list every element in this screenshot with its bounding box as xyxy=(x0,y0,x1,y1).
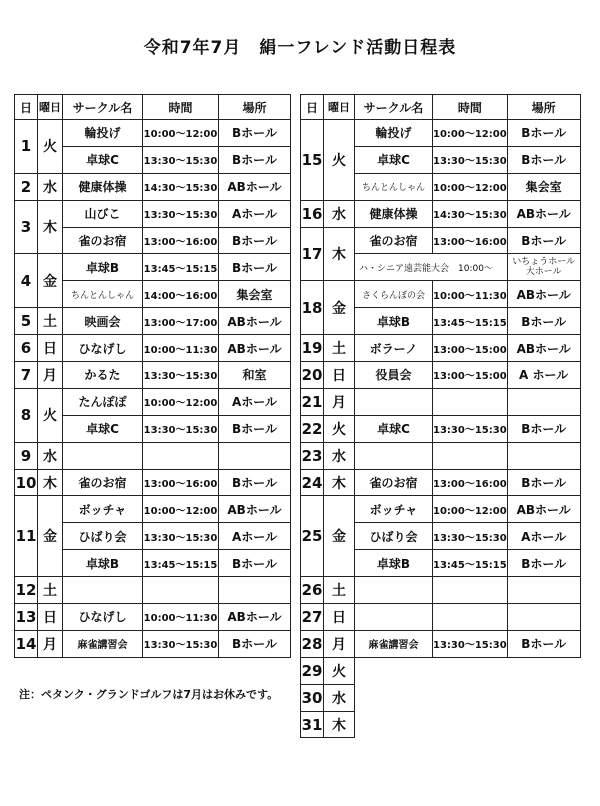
place-cell: 和室 xyxy=(219,362,291,389)
time-cell xyxy=(433,388,508,415)
day-cell: 3 xyxy=(15,200,38,254)
time-cell: 13:00～15:00 xyxy=(433,335,508,362)
weekday-cell: 日 xyxy=(38,604,63,631)
table-row xyxy=(301,496,581,523)
weekday-cell: 水 xyxy=(324,200,355,227)
header-circle: サークル名 xyxy=(355,95,433,120)
table-row xyxy=(301,200,581,227)
time-cell: 10:00～12:00 xyxy=(433,496,508,523)
circle-cell: 雀のお宿 xyxy=(63,227,143,254)
header-weekday: 曜日 xyxy=(38,95,63,120)
place-cell: Bホール xyxy=(507,227,580,254)
time-cell: 13:45～15:15 xyxy=(143,550,219,577)
time-cell xyxy=(433,577,508,604)
place-cell xyxy=(219,442,291,469)
place-cell: Bホール xyxy=(507,550,580,577)
day-cell: 28 xyxy=(301,630,324,657)
circle-cell: さくらんぼの会 xyxy=(355,281,433,308)
time-cell: 13:00～16:00 xyxy=(143,227,219,254)
weekday-cell: 金 xyxy=(38,254,63,308)
circle-cell: 雀のお宿 xyxy=(355,227,433,254)
day-cell: 23 xyxy=(301,442,324,469)
time-cell: 10:00～11:30 xyxy=(143,335,219,362)
time-cell: 13:00～16:00 xyxy=(433,469,508,496)
weekday-cell: 月 xyxy=(324,630,355,657)
circle-cell: ひなげし xyxy=(63,604,143,631)
time-cell: 13:30～15:30 xyxy=(433,523,508,550)
place-cell: Bホール xyxy=(219,227,291,254)
header-time: 時間 xyxy=(433,95,508,120)
place-cell: ABホール xyxy=(219,496,291,523)
circle-cell: 山びこ xyxy=(63,200,143,227)
table-row xyxy=(15,577,291,604)
header-time: 時間 xyxy=(143,95,219,120)
table-row xyxy=(301,362,581,389)
table-row xyxy=(301,442,581,469)
circle-cell xyxy=(63,577,143,604)
place-cell: ABホール xyxy=(507,335,580,362)
place-cell: Bホール xyxy=(507,415,580,442)
weekday-cell: 火 xyxy=(38,120,63,174)
weekday-cell: 日 xyxy=(324,362,355,389)
place-cell: Bホール xyxy=(507,469,580,496)
weekday-cell: 火 xyxy=(324,415,355,442)
time-cell: 13:00～16:00 xyxy=(433,227,508,254)
schedule-table-right xyxy=(300,94,581,738)
weekday-cell: 月 xyxy=(324,388,355,415)
time-cell: 13:45～15:15 xyxy=(433,550,508,577)
weekday-cell: 土 xyxy=(324,577,355,604)
day-cell: 13 xyxy=(15,604,38,631)
place-cell: Bホール xyxy=(219,550,291,577)
circle-cell: ちんとんしゃん xyxy=(355,173,433,200)
place-cell: Bホール xyxy=(507,120,580,147)
table-row xyxy=(15,120,291,147)
place-cell: Aホール xyxy=(219,523,291,550)
circle-cell xyxy=(355,604,433,631)
place-cell: Bホール xyxy=(219,415,291,442)
day-cell: 6 xyxy=(15,335,38,362)
day-cell: 31 xyxy=(301,711,324,738)
weekday-cell: 土 xyxy=(324,335,355,362)
weekday-cell: 水 xyxy=(324,684,355,711)
circle-cell: ちんとんしゃん xyxy=(63,281,143,308)
place-cell: Aホール xyxy=(219,388,291,415)
table-row xyxy=(15,604,291,631)
day-cell: 24 xyxy=(301,469,324,496)
weekday-cell: 金 xyxy=(38,496,63,577)
place-cell: 集会室 xyxy=(507,173,580,200)
day-cell: 18 xyxy=(301,281,324,335)
time-cell: 13:00～17:00 xyxy=(143,308,219,335)
circle-cell: 卓球C xyxy=(63,415,143,442)
time-cell: 10:00～12:00 xyxy=(143,496,219,523)
time-cell: 13:30～15:30 xyxy=(433,415,508,442)
table-header-row xyxy=(15,95,291,120)
time-cell: 13:00～15:00 xyxy=(433,362,508,389)
header-weekday: 曜日 xyxy=(324,95,355,120)
circle-cell: たんぽぽ xyxy=(63,388,143,415)
circle-cell: ひばり会 xyxy=(355,523,433,550)
circle-cell: 卓球C xyxy=(63,146,143,173)
place-cell xyxy=(507,604,580,631)
table-row xyxy=(15,200,291,227)
circle-cell: 役員会 xyxy=(355,362,433,389)
weekday-cell: 木 xyxy=(38,469,63,496)
table-row xyxy=(301,711,581,738)
place-cell: ABホール xyxy=(507,200,580,227)
place-cell: Bホール xyxy=(507,308,580,335)
place-cell xyxy=(507,442,580,469)
place-cell: Bホール xyxy=(219,630,291,657)
weekday-cell: 月 xyxy=(38,630,63,657)
place-cell: ABホール xyxy=(219,335,291,362)
day-cell: 10 xyxy=(15,469,38,496)
place-cell: Bホール xyxy=(219,120,291,147)
place-cell: Aホール xyxy=(507,523,580,550)
circle-cell: 輪投げ xyxy=(355,120,433,147)
time-cell: 10:00～12:00 xyxy=(143,120,219,147)
place-cell: ABホール xyxy=(219,173,291,200)
weekday-cell: 日 xyxy=(38,335,63,362)
place-cell xyxy=(219,577,291,604)
time-cell xyxy=(143,442,219,469)
place-cell: Bホール xyxy=(219,146,291,173)
table-row xyxy=(301,630,581,657)
time-cell: 13:30～15:30 xyxy=(143,523,219,550)
table-row xyxy=(15,254,291,281)
circle-cell: 健康体操 xyxy=(63,173,143,200)
time-cell: 13:30～15:30 xyxy=(143,146,219,173)
circle-cell xyxy=(355,577,433,604)
time-cell xyxy=(433,442,508,469)
table-row xyxy=(301,577,581,604)
day-cell: 4 xyxy=(15,254,38,308)
day-cell: 19 xyxy=(301,335,324,362)
time-cell: 13:30～15:30 xyxy=(433,146,508,173)
header-day: 日 xyxy=(15,95,38,120)
weekday-cell: 火 xyxy=(324,657,355,684)
day-cell: 9 xyxy=(15,442,38,469)
day-cell: 22 xyxy=(301,415,324,442)
table-row xyxy=(301,388,581,415)
time-cell: 13:45～15:15 xyxy=(433,308,508,335)
place-cell: Bホール xyxy=(219,469,291,496)
time-cell: 14:30～15:30 xyxy=(433,200,508,227)
header-circle: サークル名 xyxy=(63,95,143,120)
place-cell xyxy=(507,388,580,415)
table-row xyxy=(301,335,581,362)
place-cell: A ホール xyxy=(507,362,580,389)
circle-cell: 輪投げ xyxy=(63,120,143,147)
day-cell: 25 xyxy=(301,496,324,577)
weekday-cell: 土 xyxy=(38,577,63,604)
day-cell: 7 xyxy=(15,362,38,389)
place-cell: ABホール xyxy=(507,281,580,308)
day-cell: 11 xyxy=(15,496,38,577)
day-cell: 29 xyxy=(301,657,324,684)
table-row xyxy=(15,308,291,335)
circle-cell: ひなげし xyxy=(63,335,143,362)
circle-cell: 卓球B xyxy=(355,308,433,335)
weekday-cell: 水 xyxy=(38,442,63,469)
circle-cell: ボラーノ xyxy=(355,335,433,362)
place-cell: Aホール xyxy=(219,200,291,227)
event-cell: ハ・シニア遠芸能大会 10:00～ xyxy=(355,254,508,281)
table-header-row xyxy=(301,95,581,120)
table-row xyxy=(15,630,291,657)
place-cell: ABホール xyxy=(507,496,580,523)
weekday-cell: 火 xyxy=(38,388,63,442)
table-row xyxy=(15,173,291,200)
time-cell: 10:00～12:00 xyxy=(433,173,508,200)
circle-cell: ひばり会 xyxy=(63,523,143,550)
weekday-cell: 日 xyxy=(324,604,355,631)
time-cell: 13:30～15:30 xyxy=(143,200,219,227)
table-row xyxy=(301,415,581,442)
circle-cell xyxy=(63,442,143,469)
table-row xyxy=(301,281,581,308)
day-cell: 26 xyxy=(301,577,324,604)
day-cell: 21 xyxy=(301,388,324,415)
time-cell: 13:30～15:30 xyxy=(433,630,508,657)
day-cell: 30 xyxy=(301,684,324,711)
place-cell: いちょうホール 大ホール xyxy=(507,254,580,281)
time-cell: 13:45～15:15 xyxy=(143,254,219,281)
weekday-cell: 金 xyxy=(324,281,355,335)
time-cell: 10:00～11:30 xyxy=(143,604,219,631)
circle-cell: 麻雀講習会 xyxy=(63,630,143,657)
time-cell xyxy=(143,577,219,604)
table-row xyxy=(301,469,581,496)
time-cell: 10:00～12:00 xyxy=(143,388,219,415)
day-cell: 2 xyxy=(15,173,38,200)
day-cell: 16 xyxy=(301,200,324,227)
weekday-cell: 木 xyxy=(324,227,355,281)
time-cell: 13:30～15:30 xyxy=(143,415,219,442)
table-row xyxy=(301,604,581,631)
day-cell: 17 xyxy=(301,227,324,281)
table-row xyxy=(301,227,581,254)
table-row xyxy=(15,362,291,389)
time-cell xyxy=(433,604,508,631)
weekday-cell: 火 xyxy=(324,120,355,201)
day-cell: 14 xyxy=(15,630,38,657)
circle-cell xyxy=(355,388,433,415)
day-cell: 27 xyxy=(301,604,324,631)
circle-cell: 映画会 xyxy=(63,308,143,335)
time-cell: 10:00～11:30 xyxy=(433,281,508,308)
circle-cell xyxy=(355,442,433,469)
circle-cell: 健康体操 xyxy=(355,200,433,227)
weekday-cell: 月 xyxy=(38,362,63,389)
circle-cell: かるた xyxy=(63,362,143,389)
time-cell: 13:30～15:30 xyxy=(143,630,219,657)
day-cell: 5 xyxy=(15,308,38,335)
footnote: 注：ペタンク・グランドゴルフは7月はお休みです。 xyxy=(19,688,279,701)
place-cell: ABホール xyxy=(219,308,291,335)
weekday-cell: 金 xyxy=(324,496,355,577)
weekday-cell: 水 xyxy=(324,442,355,469)
table-row xyxy=(15,469,291,496)
table-row xyxy=(301,657,581,684)
place-cell: Bホール xyxy=(219,254,291,281)
page-title: 令和7年7月 絹一フレンド活動日程表 xyxy=(143,38,457,58)
schedule-table-left xyxy=(14,94,291,658)
header-day: 日 xyxy=(301,95,324,120)
place-cell: Bホール xyxy=(507,146,580,173)
weekday-cell: 木 xyxy=(324,469,355,496)
circle-cell: 卓球C xyxy=(355,415,433,442)
day-cell: 15 xyxy=(301,120,324,201)
circle-cell: ボッチャ xyxy=(63,496,143,523)
time-cell: 13:30～15:30 xyxy=(143,362,219,389)
circle-cell: 卓球B xyxy=(63,254,143,281)
circle-cell: 卓球C xyxy=(355,146,433,173)
weekday-cell: 木 xyxy=(38,200,63,254)
circle-cell: 卓球B xyxy=(63,550,143,577)
day-cell: 12 xyxy=(15,577,38,604)
weekday-cell: 木 xyxy=(324,711,355,738)
table-row xyxy=(15,335,291,362)
header-place: 場所 xyxy=(507,95,580,120)
time-cell: 14:00～16:00 xyxy=(143,281,219,308)
circle-cell: 雀のお宿 xyxy=(63,469,143,496)
table-row xyxy=(301,684,581,711)
header-place: 場所 xyxy=(219,95,291,120)
circle-cell: 卓球B xyxy=(355,550,433,577)
table-row xyxy=(15,496,291,523)
table-row xyxy=(15,388,291,415)
day-cell: 20 xyxy=(301,362,324,389)
table-row xyxy=(301,120,581,147)
weekday-cell: 水 xyxy=(38,173,63,200)
place-cell xyxy=(507,577,580,604)
time-cell: 10:00～12:00 xyxy=(433,120,508,147)
day-cell: 1 xyxy=(15,120,38,174)
place-cell: ABホール xyxy=(219,604,291,631)
time-cell: 14:30～15:30 xyxy=(143,173,219,200)
day-cell: 8 xyxy=(15,388,38,442)
place-cell: 集会室 xyxy=(219,281,291,308)
circle-cell: ボッチャ xyxy=(355,496,433,523)
circle-cell: 雀のお宿 xyxy=(355,469,433,496)
time-cell: 13:00～16:00 xyxy=(143,469,219,496)
weekday-cell: 土 xyxy=(38,308,63,335)
table-row xyxy=(15,442,291,469)
circle-cell: 麻雀講習会 xyxy=(355,630,433,657)
place-cell: Bホール xyxy=(507,630,580,657)
